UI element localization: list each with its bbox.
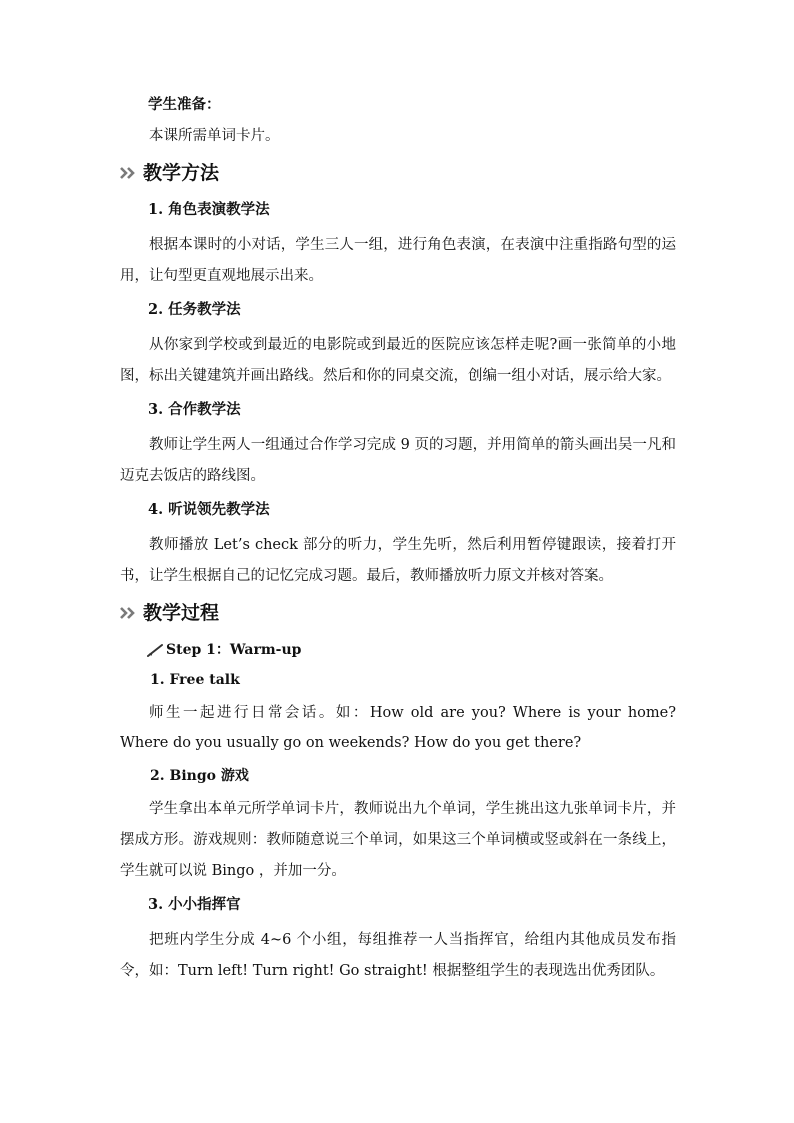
double-chevron-icon xyxy=(120,166,140,180)
method-text-3: 教师让学生两人一组通过合作学习完成 9 页的习题，并用简单的箭头画出吴一凡和迈克去饭店的路线图。 xyxy=(120,437,676,484)
method-title-1: 1. 角色表演教学法 xyxy=(148,201,270,218)
method-text-2: 从你家到学校或到最近的电影院或到最近的医院应该怎样走呢?画一张简单的小地图，标出关键建筑并画出路线。然后和你的同桌交流，创编一组小对话，展示给大家。 xyxy=(120,337,676,384)
process-title-3: 3. 小小指挥官 xyxy=(148,896,241,913)
process-title-2: 2. Bingo 游戏 xyxy=(150,768,249,784)
prep-label: 学生准备： xyxy=(148,96,221,113)
method-title-3: 3. 合作教学法 xyxy=(148,401,241,418)
method-title-2: 2. 任务教学法 xyxy=(148,301,241,318)
method-text-4: 教师播放 Let’s check 部分的听力，学生先听，然后利用暂停键跟读，接着打开书，让学生根据自己的记忆完成习题。最后，教师播放听力原文并核对答案。 xyxy=(120,537,676,584)
method-text-1: 根据本课时的小对话，学生三人一组，进行角色表演，在表演中注重指路句型的运用，让句型更直观地展示出来。 xyxy=(120,237,676,284)
step-1-label: Step 1：Warm-up xyxy=(166,642,302,658)
pen-icon xyxy=(146,643,164,657)
methods-heading-text: 教学方法 xyxy=(143,162,220,184)
process-text-2: 学生拿出本单元所学单词卡片，教师说出九个单词，学生挑出这九张单词卡片，并摆成方形。游戏规则：教师随意说三个单词，如果这三个单词横或竖或斜在一条线上，学生就可以说 Bingo ，并加一分。 xyxy=(120,801,676,879)
method-title-4: 4. 听说领先教学法 xyxy=(148,501,270,518)
methods-heading xyxy=(120,160,676,186)
double-chevron-icon xyxy=(120,606,140,620)
process-text-1: 师生一起进行日常会话。如：How old are you? Where is your home? Where do you usually go on weekends? How do you get there? xyxy=(120,705,676,751)
process-title-1: 1. Free talk xyxy=(150,672,240,688)
step-1-heading xyxy=(120,640,676,660)
document-content xyxy=(120,95,676,987)
prep-text: 本课所需单词卡片。 xyxy=(149,128,280,144)
process-heading xyxy=(120,600,676,626)
process-text-3: 把班内学生分成 4~6 个小组，每组推荐一人当指挥官，给组内其他成员发布指令，如：Turn left! Turn right! Go straight! 根据整组学生的表现选出优秀团队。 xyxy=(120,932,676,979)
process-heading-text: 教学过程 xyxy=(143,602,220,624)
